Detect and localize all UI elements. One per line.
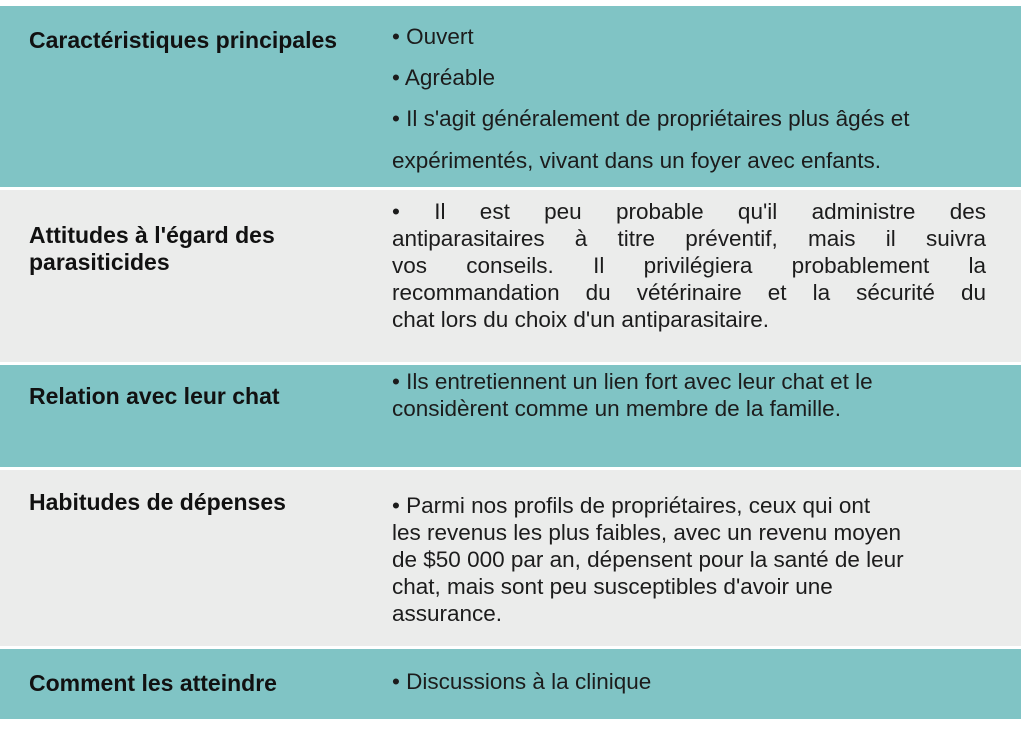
row-content	[392, 198, 986, 333]
row-label: Relation avec leur chat	[29, 383, 280, 409]
row-relation	[0, 365, 1021, 467]
text-line: recommandation du vétérinaire et la sécurité du	[392, 280, 986, 305]
row-habitudes	[0, 470, 1021, 646]
text-line: vos conseils. Il privilégiera probablement la	[392, 253, 986, 278]
text-line: considèrent comme un membre de la famille.	[392, 396, 841, 421]
row-content	[392, 668, 986, 695]
list-item: expérimentés, vivant dans un foyer avec enfants.	[392, 148, 882, 173]
row-attitudes	[0, 190, 1021, 362]
row-label: Caractéristiques principales	[29, 27, 338, 53]
list-item: • Il s'agit généralement de propriétaires plus âgés et	[392, 106, 910, 131]
row-label-line: Attitudes à l'égard des	[29, 222, 275, 248]
list-item: • Agréable	[392, 65, 495, 90]
persona-table	[0, 6, 1021, 719]
text-line: chat lors du choix d'un antiparasitaire.	[392, 307, 770, 332]
text-line: chat, mais sont peu susceptibles d'avoir une	[392, 574, 833, 599]
text-line: les revenus les plus faibles, avec un revenu moyen	[392, 520, 902, 545]
row-content	[392, 368, 986, 422]
list-item: • Discussions à la clinique	[392, 669, 652, 694]
text-line: de $50 000 par an, dépensent pour la santé de leur	[392, 547, 904, 572]
text-line: • Il est peu probable qu'il administre des	[392, 199, 986, 224]
row-label: Habitudes de dépenses	[29, 489, 286, 515]
row-label-line: parasiticides	[29, 249, 170, 275]
row-comment-atteindre	[0, 649, 1021, 719]
row-content	[392, 492, 986, 627]
text-line: antiparasitaires à titre préventif, mais il suivra	[392, 226, 986, 251]
text-line: • Ils entretiennent un lien fort avec leur chat et le	[392, 369, 873, 394]
row-caracteristiques	[0, 6, 1021, 187]
text-line: assurance.	[392, 601, 503, 626]
row-label	[29, 222, 275, 276]
row-label: Comment les atteindre	[29, 670, 277, 696]
text-line: • Parmi nos profils de propriétaires, ceux qui ont	[392, 493, 871, 518]
list-item: • Ouvert	[392, 24, 474, 49]
